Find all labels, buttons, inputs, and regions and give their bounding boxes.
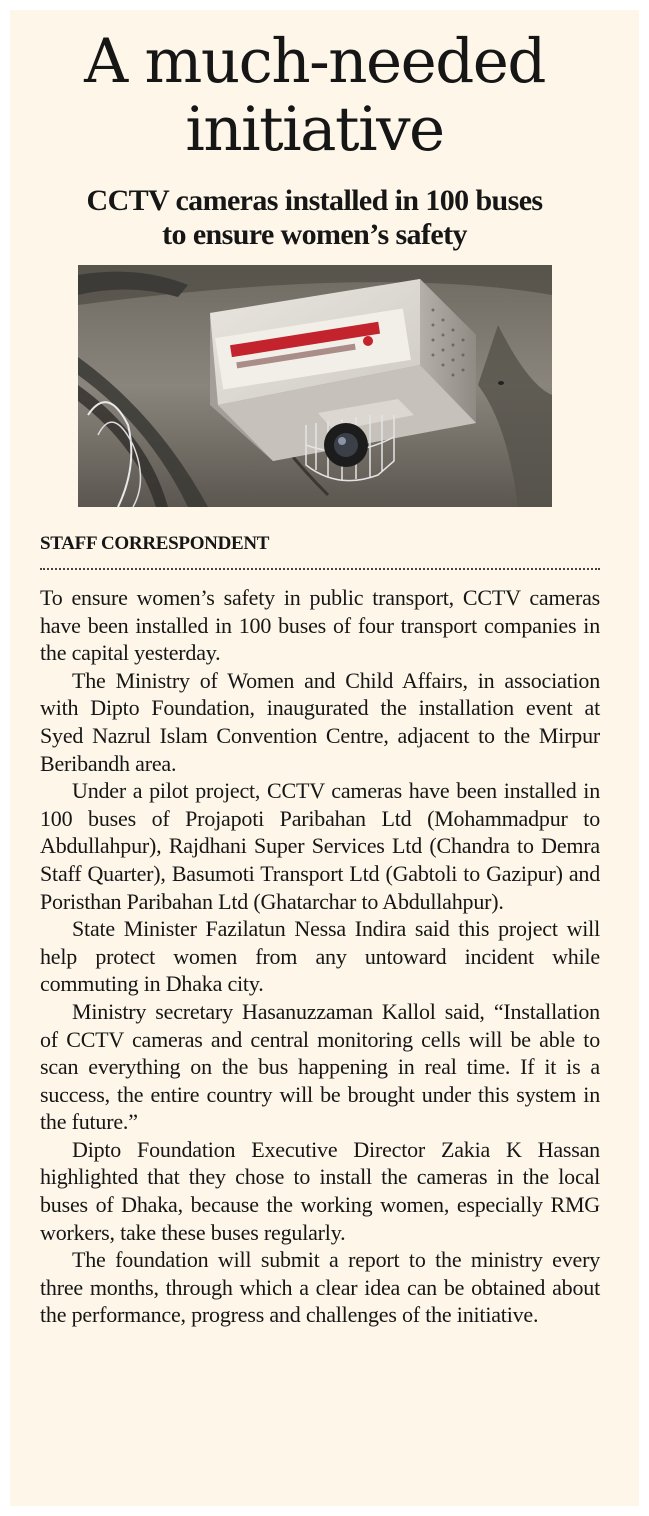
body-paragraph: The foundation will submit a report to the ministry every three months, through which a clear idea can be obtained about the performance, progress and challenges of the initiative. bbox=[40, 1247, 600, 1328]
subheadline-line-1: CCTV cameras installed in 100 buses bbox=[86, 184, 543, 217]
article-body bbox=[40, 584, 600, 1329]
headline-line-1: A much-needed bbox=[84, 26, 545, 97]
subheadline bbox=[0, 184, 639, 252]
body-paragraph: To ensure women’s safety in public transport, CCTV cameras have been installed in 100 buses of four transport companies in the capital yesterday. bbox=[40, 585, 600, 666]
dotted-divider bbox=[40, 568, 600, 570]
headline bbox=[0, 28, 639, 164]
body-paragraph: Dipto Foundation Executive Director Zakia K Hassan highlighted that they chose to install the cameras in the local buses of Dhaka, because the working women, especially RMG workers, take these buses regularly. bbox=[40, 1136, 600, 1245]
photo-illustration bbox=[78, 265, 552, 507]
body-paragraph: State Minister Fazilatun Nessa Indira said this project will help protect women from any untoward incident while commuting in Dhaka city. bbox=[40, 916, 600, 997]
body-paragraph: Under a pilot project, CCTV cameras have been installed in 100 buses of Projapoti Paribahan Ltd (Mohammadpur to Abdullahpur), Rajdhani Super Services Ltd (Chandra to Demra Staff Quarter), Basumoti Transport Ltd (Gabtoli to Gazipur) and Poristhan Paribahan Ltd (Ghatarchar to Abdullahpur). bbox=[40, 778, 600, 914]
cctv-camera-photo bbox=[78, 265, 552, 507]
body-paragraph: Ministry secretary Hasanuzzaman Kallol said, “Installation of CCTV cameras and central monitoring cells will be able to scan everything on the bus happening in real time. If it is a success, the entire country will be brought under this system in the future.” bbox=[40, 998, 600, 1135]
byline: STAFF CORRESPONDENT bbox=[40, 533, 270, 554]
body-paragraph: The Ministry of Women and Child Affairs, in association with Dipto Foundation, inaugurated the installation event at Syed Nazrul Islam Convention Centre, adjacent to the Mirpur Beribandh area. bbox=[40, 667, 600, 776]
subheadline-line-2: to ensure women’s safety bbox=[162, 218, 467, 251]
headline-line-2: initiative bbox=[185, 94, 444, 165]
